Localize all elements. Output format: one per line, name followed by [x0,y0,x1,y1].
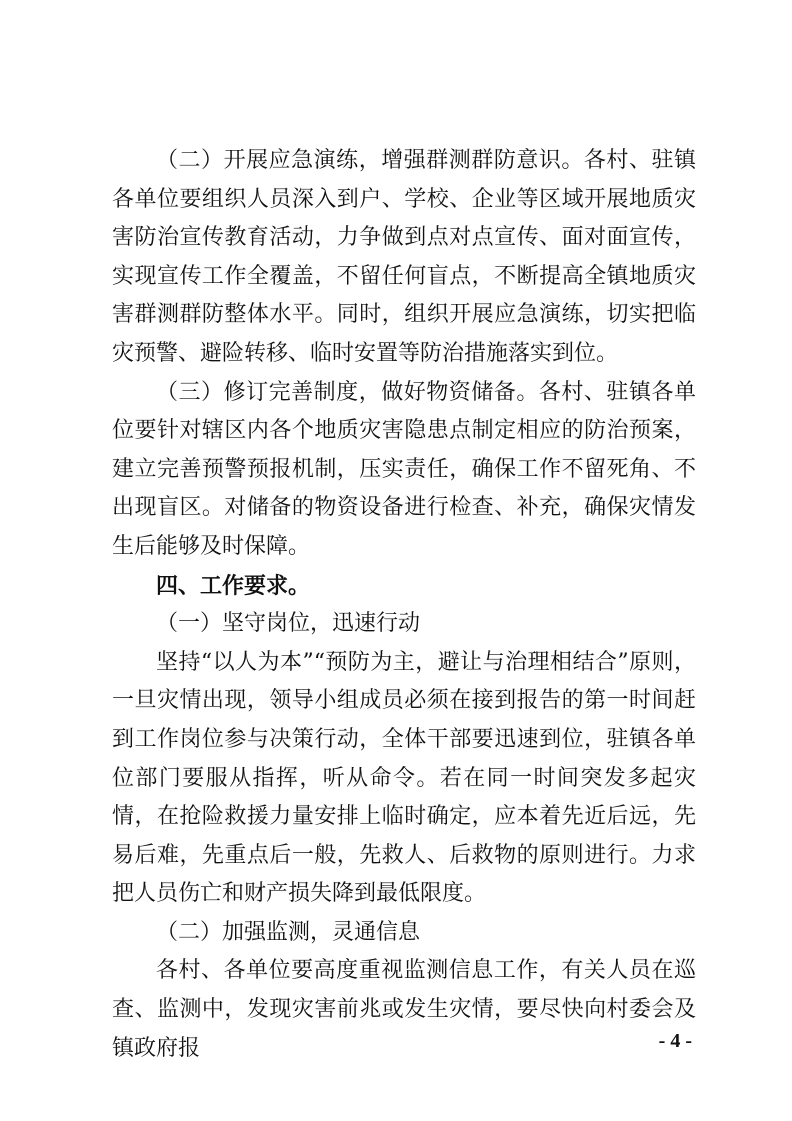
paragraph-principles: 坚持“以人为本”“预防为主，避让与治理相结合”原则，一旦灾情出现，领导小组成员必须在接到报告的第一时间赶到工作岗位参与决策行动，全体干部要迅速到位，驻镇各单位部门要服从指挥，听从命令。若在同一时间突发多起灾情，在抢险救援力量安排上临时确定，应本着先近后远，先易后难，先重点后一般，先救人、后救物的原则进行。力求把人员伤亡和财产损失降到最低限度。 [112,649,696,907]
paragraph-emergency-drill: （二）开展应急演练，增强群测群防意识。各村、驻镇各单位要组织人员深入到户、学校、企业等区域开展地质灾害防治宣传教育活动，力争做到点对点宣传、面对面宣传，实现宣传工作全覆盖，不留任何盲点，不断提高全镇地质灾害群测群防整体水平。同时，组织开展应急演练，切实把临灾预警、避险转移、临时安置等防治措施落实到位。 [112,148,696,366]
subheading-stick-to-posts: （一）坚守岗位，迅速行动 [156,611,421,637]
paragraph-system-revision: （三）修订完善制度，做好物资储备。各村、驻镇各单位要针对辖区内各个地质灾害隐患点制定相应的防治预案，建立完善预警预报机制，压实责任，确保工作不留死角、不出现盲区。对储备的物资设备进行检查、补充，确保灾情发生后能够及时保障。 [112,379,696,559]
page-number: - 4 - [658,1030,692,1052]
document-body [112,142,696,1068]
section-heading-work-requirements: 四、工作要求。 [156,572,311,599]
subheading-monitoring: （二）加强监测，灵通信息 [156,919,421,945]
paragraph-monitoring: 各村、各单位要高度重视监测信息工作，有关人员在巡查、监测中，发现灾害前兆或发生灾情，要尽快向村委会及镇政府报 [112,958,696,1061]
